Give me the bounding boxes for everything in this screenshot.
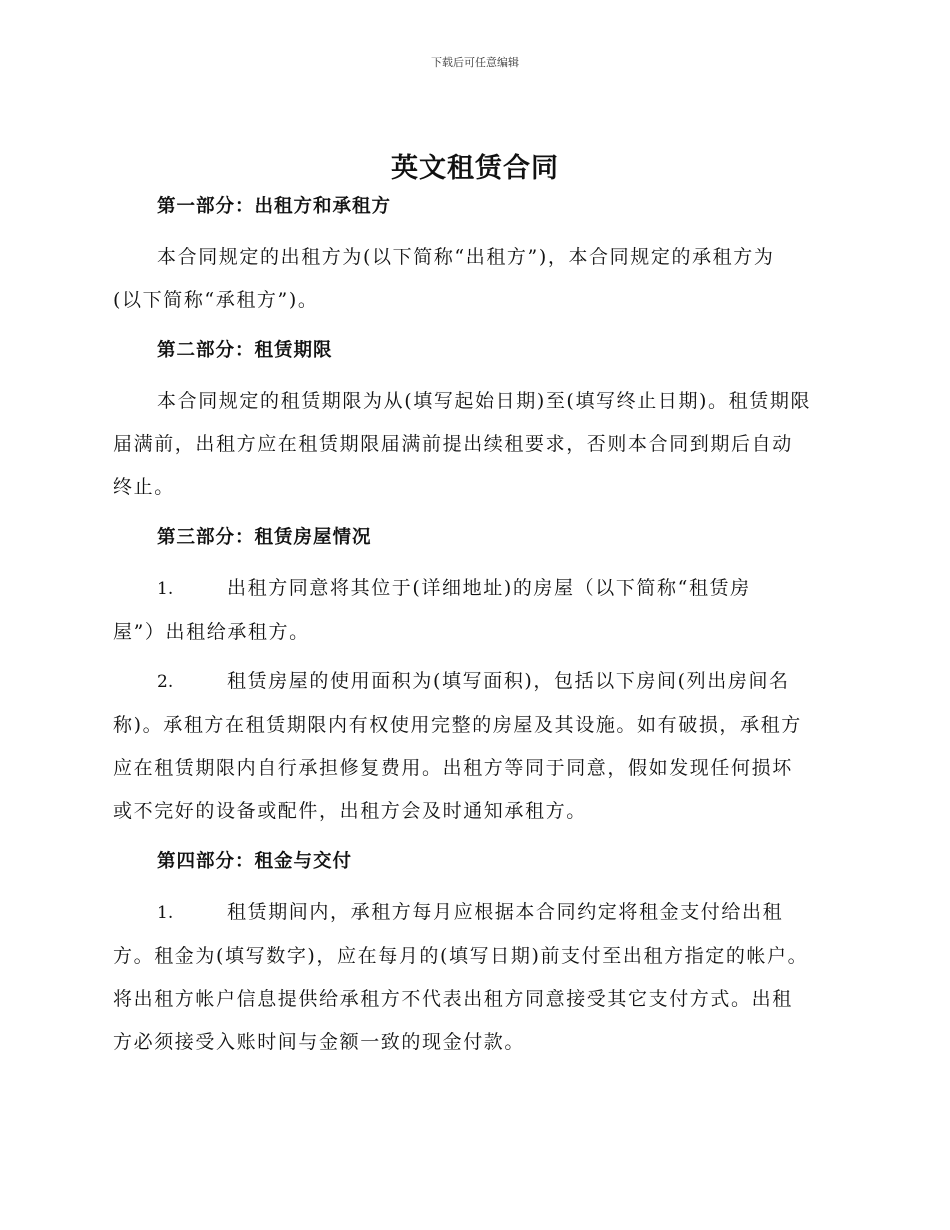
paragraph-line: 终止。 [113, 476, 175, 498]
list-item [113, 567, 835, 611]
item-text: 出租方同意将其位于(详细地址)的房屋（以下简称“租赁房 [227, 577, 751, 599]
document-title: 英文租赁合同 [391, 153, 559, 184]
paragraph-line: (以下简称“承租方”)。 [113, 289, 319, 311]
paragraph-line: 方。租金为(填写数字)，应在每月的(填写日期)前支付至出租方指定的帐户。 [113, 945, 809, 967]
item-text: 租赁期间内，承租方每月应根据本合同约定将租金支付给出租 [227, 901, 784, 923]
paragraph-line: 本合同规定的出租方为(以下简称“出租方”)，本合同规定的承租方为 [157, 246, 775, 268]
list-item [113, 660, 835, 704]
list-item [113, 891, 835, 935]
section-2-paragraph [113, 380, 835, 509]
paragraph-line: 称)。承租方在租赁期限内有权使用完整的房屋及其设施。如有破损，承租方 [113, 714, 802, 736]
item-number: 1. [157, 579, 174, 599]
section-heading-3: 第三部分：租赁房屋情况 [157, 527, 372, 548]
paragraph-line: 屋”）出租给承租方。 [113, 621, 310, 643]
section-4-item-1 [113, 891, 835, 1064]
paragraph-line: 届满前，出租方应在租赁期限届满前提出续租要求，否则本合同到期后自动 [113, 433, 793, 455]
paragraph-line: 方必须接受入账时间与金额一致的现金付款。 [113, 1031, 526, 1053]
paragraph-line: 应在租赁期限内自行承担修复费用。出租方等同于同意，假如发现任何损坏 [113, 757, 793, 779]
paragraph-line: 将出租方帐户信息提供给承租方不代表出租方同意接受其它支付方式。出租 [113, 988, 793, 1010]
section-heading-2: 第二部分：租赁期限 [157, 340, 333, 361]
section-heading-1: 第一部分：出租方和承租方 [157, 196, 392, 217]
item-text: 租赁房屋的使用面积为(填写面积)，包括以下房间(列出房间名 [227, 670, 790, 692]
item-number: 1. [157, 903, 174, 923]
item-number: 2. [157, 672, 174, 692]
paragraph-line: 或不完好的设备或配件，出租方会及时通知承租方。 [113, 800, 587, 822]
section-1-paragraph [113, 236, 835, 322]
section-3-item-2 [113, 660, 835, 833]
header-note: 下载后可任意编辑 [431, 56, 519, 69]
document-body [113, 190, 835, 1064]
paragraph-line: 本合同规定的租赁期限为从(填写起始日期)至(填写终止日期)。租赁期限 [157, 390, 812, 412]
section-3-item-1 [113, 567, 835, 654]
section-heading-4: 第四部分：租金与交付 [157, 851, 353, 872]
